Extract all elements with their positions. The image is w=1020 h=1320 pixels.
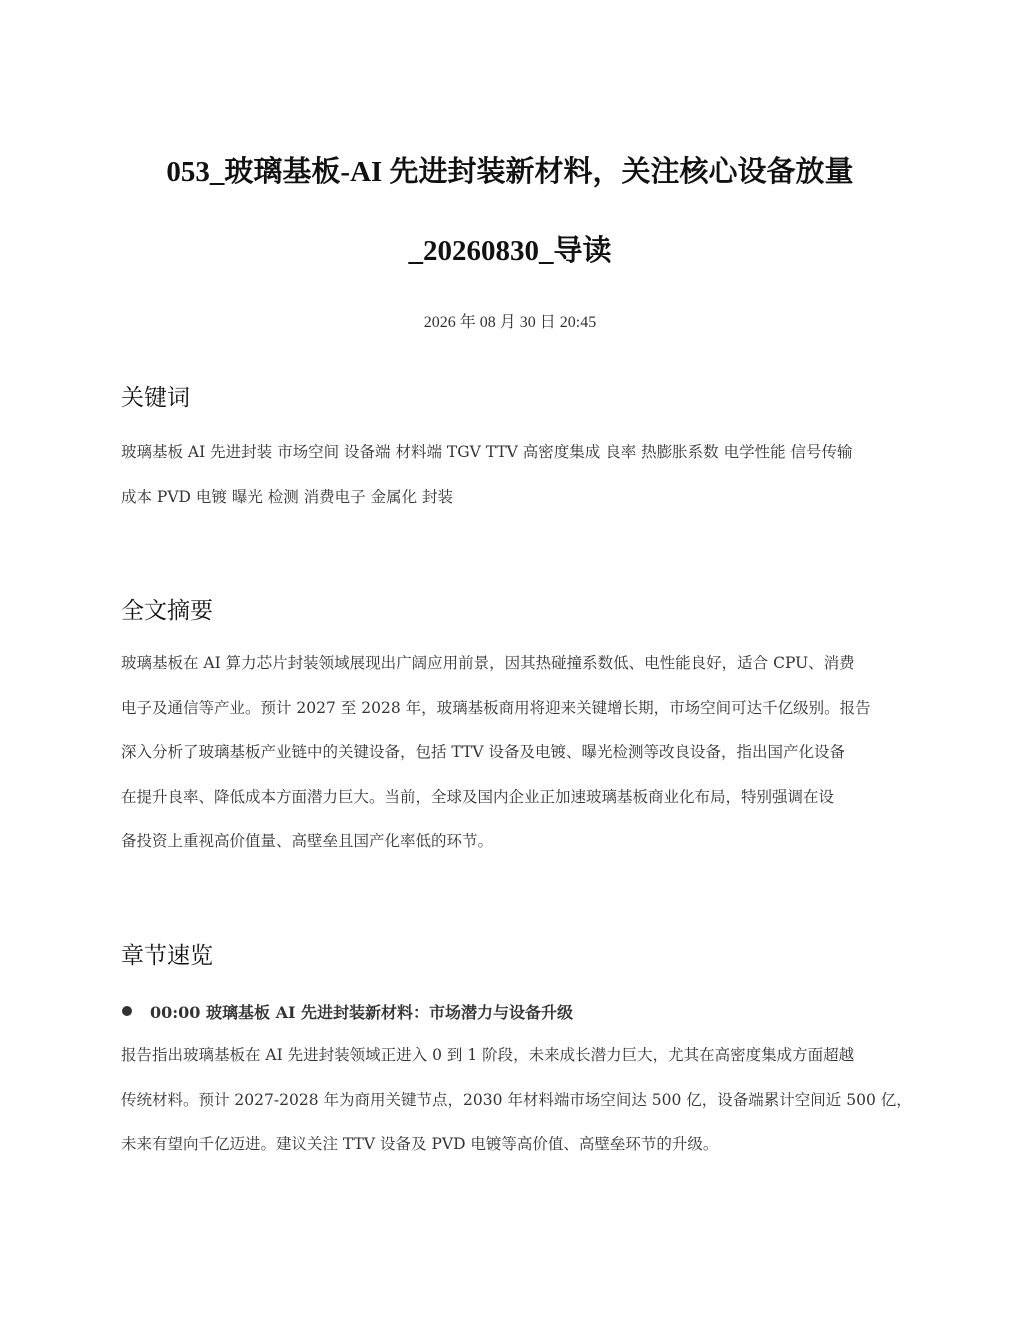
document-title-line-1: 053_玻璃基板-AI 先进封装新材料，关注核心设备放量 <box>166 156 854 188</box>
summary-text <box>121 641 921 864</box>
keywords-line: 成本 PVD 电镀 曝光 检测 消费电子 金属化 封装 <box>121 487 454 506</box>
chapter-text <box>121 1033 921 1167</box>
chapter-title: 00:00 玻璃基板 AI 先进封装新材料：市场潜力与设备升级 <box>150 1002 574 1022</box>
summary-heading: 全文摘要 <box>121 598 213 624</box>
chapter-item <box>121 997 573 1025</box>
summary-line: 深入分析了玻璃基板产业链中的关键设备，包括 TTV 设备及电镀、曝光检测等改良设备，指出国产化设备 <box>121 743 846 762</box>
document-title-line-2: _20260830_导读 <box>408 235 612 267</box>
document-date: 2026 年 08 月 30 日 20:45 <box>423 314 597 331</box>
chapters-heading: 章节速览 <box>121 943 213 969</box>
summary-line: 备投资上重视高价值量、高壁垒且国产化率低的环节。 <box>121 832 494 851</box>
summary-line: 在提升良率、降低成本方面潜力巨大。当前，全球及国内企业正加速玻璃基板商业化布局，特别强调在设 <box>121 787 835 806</box>
keywords-line: 玻璃基板 AI 先进封装 市场空间 设备端 材料端 TGV TTV 高密度集成 良率 热膨胀系数 电学性能 信号传输 <box>121 443 853 461</box>
chapter-line: 未来有望向千亿迈进。建议关注 TTV 设备及 PVD 电镀等高价值、高壁垒环节的升级。 <box>121 1135 719 1154</box>
keywords-heading: 关键词 <box>121 385 190 411</box>
chapter-line: 报告指出玻璃基板在 AI 先进封装领域正进入 0 到 1 阶段，未来成长潜力巨大，尤其在高密度集成方面超越 <box>121 1046 855 1064</box>
chapter-line: 传统材料。预计 2027-2028 年为商用关键节点，2030 年材料端市场空间达 500 亿，设备端累计空间近 500 亿， <box>121 1090 912 1109</box>
summary-line: 玻璃基板在 AI 算力芯片封装领域展现出广阔应用前景，因其热碰撞系数低、电性能良好，适合 CPU、消费 <box>121 654 855 672</box>
keywords-text <box>121 430 921 519</box>
bullet-icon <box>122 1006 132 1016</box>
summary-line: 电子及通信等产业。预计 2027 至 2028 年，玻璃基板商用将迎来关键增长期，市场空间可达千亿级别。报告 <box>121 698 871 717</box>
